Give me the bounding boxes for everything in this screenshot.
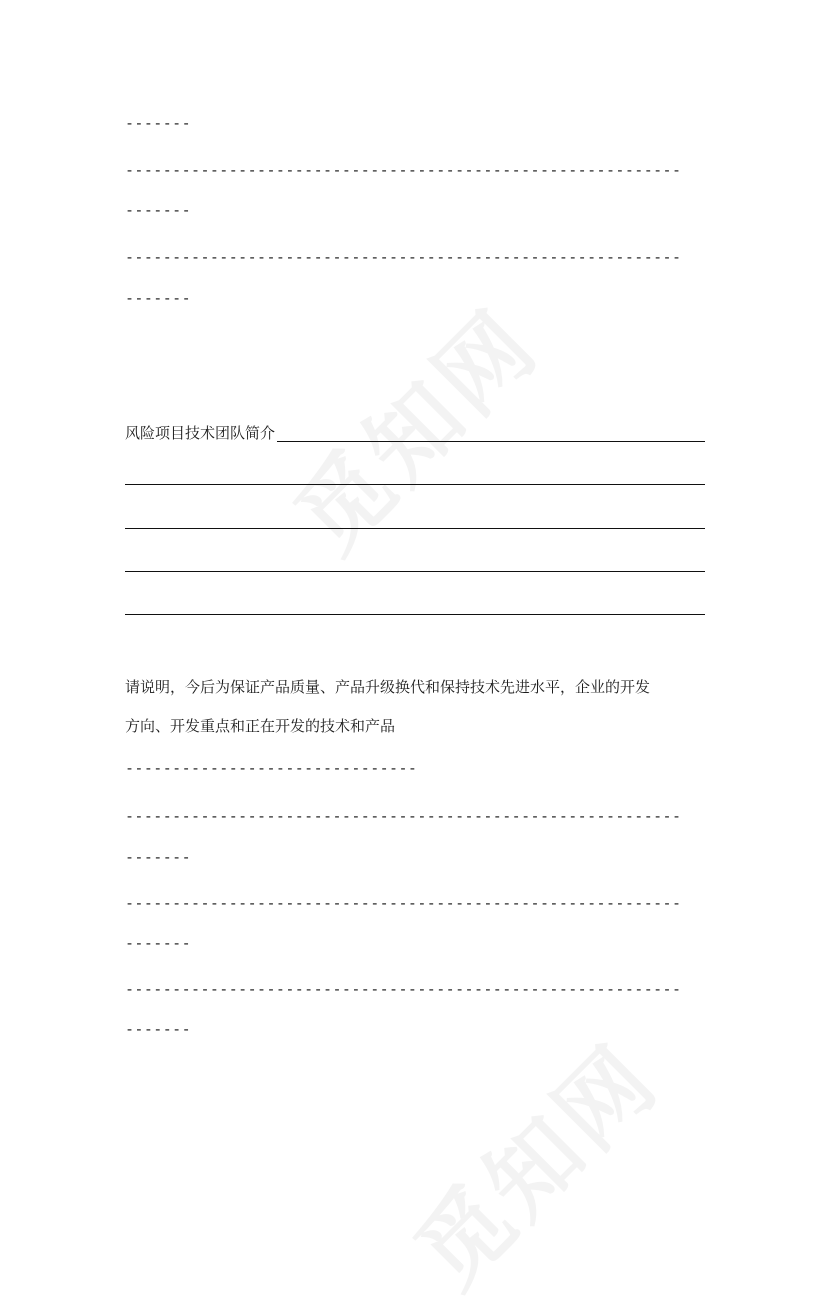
watermark	[381, 1010, 682, 1311]
team-intro-row	[125, 423, 705, 443]
dashed-line: -------------------------------	[125, 759, 418, 777]
answer-line[interactable]	[277, 441, 705, 442]
dashed-line: -------	[125, 201, 192, 219]
dev-question-line1: 请说明，今后为保证产品质量、产品升级换代和保持技术先进水平，企业的开发	[125, 678, 651, 696]
dashed-line: -----------------------------------------------------------	[125, 161, 682, 179]
team-intro-label: 风险项目技术团队简介	[125, 424, 276, 442]
dashed-line: -------	[125, 848, 192, 866]
dashed-line: -------	[125, 114, 192, 132]
dashed-line: -----------------------------------------------------------	[125, 248, 682, 266]
dashed-line: -----------------------------------------------------------	[125, 980, 682, 998]
dashed-line: -----------------------------------------------------------	[125, 894, 682, 912]
answer-line[interactable]	[125, 571, 705, 572]
dashed-line: -----------------------------------------------------------	[125, 807, 682, 825]
dashed-line: -------	[125, 289, 192, 307]
answer-line[interactable]	[125, 528, 705, 529]
dashed-line: -------	[125, 934, 192, 952]
dev-question-line2: 方向、开发重点和正在开发的技术和产品	[125, 717, 396, 735]
answer-line[interactable]	[125, 484, 705, 485]
answer-line[interactable]	[125, 614, 705, 615]
dashed-line: -------	[125, 1020, 192, 1038]
